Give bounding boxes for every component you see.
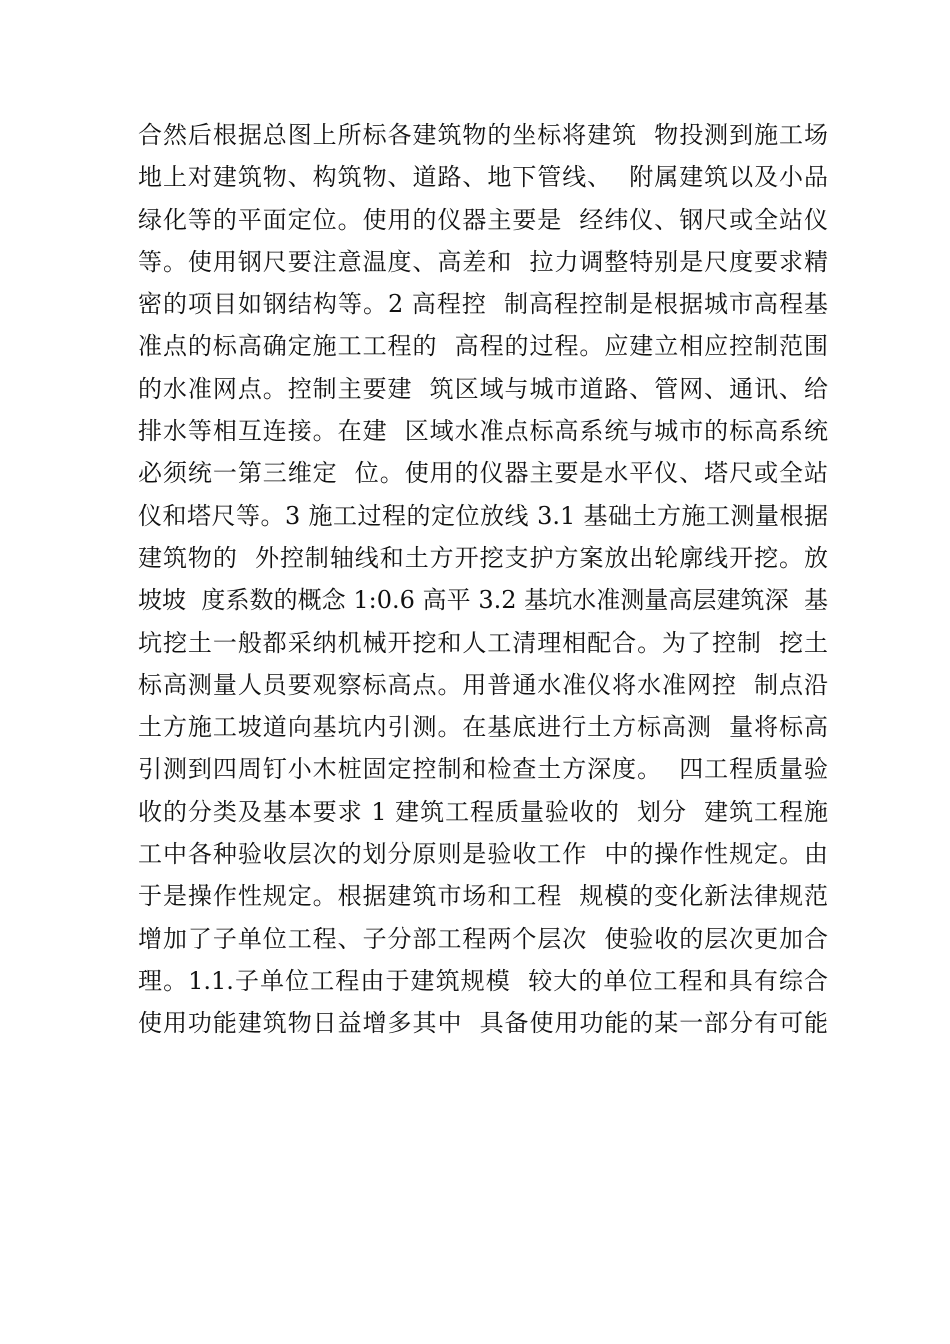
text-line: 等。使用钢尺要注意温度、高差和 拉力调整特别是尺度要求精	[138, 247, 828, 276]
text-line: 准点的标高确定施工工程的 高程的过程。应建立相应控制范围	[138, 332, 828, 361]
text-line: 引测到四周钉小木桩固定控制和检查土方深度。 四工程质量验	[138, 755, 828, 784]
text-line: 绿化等的平面定位。使用的仪器主要是 经纬仪、钢尺或全站仪	[138, 205, 828, 234]
text-line: 必须统一第三维定 位。使用的仪器主要是水平仪、塔尺或全站	[138, 459, 828, 488]
text-line: 使用功能建筑物日益增多其中 具备使用功能的某一部分有可能	[138, 1009, 828, 1038]
text-line: 理。1.1.子单位工程由于建筑规模 较大的单位工程和具有综合	[138, 966, 828, 995]
text-line: 于是操作性规定。根据建筑市场和工程 规模的变化新法律规范	[138, 882, 828, 911]
body-text	[138, 114, 828, 1045]
text-line: 建筑物的 外控制轴线和土方开挖支护方案放出轮廓线开挖。放	[138, 543, 828, 572]
text-line: 坡坡 度系数的概念 1:0.6 高平 3.2 基坑水准测量高层建筑深 基	[138, 586, 828, 615]
text-line: 密的项目如钢结构等。2 高程控 制高程控制是根据城市高程基	[138, 290, 828, 319]
text-line: 增加了子单位工程、子分部工程两个层次 使验收的层次更加合	[138, 924, 828, 953]
text-line: 工中各种验收层次的划分原则是验收工作 中的操作性规定。由	[138, 840, 828, 869]
text-line: 地上对建筑物、构筑物、道路、地下管线、 附属建筑以及小品	[138, 163, 828, 192]
text-line: 土方施工坡道向基坑内引测。在基底进行土方标高测 量将标高	[138, 713, 828, 742]
text-line: 收的分类及基本要求 1 建筑工程质量验收的 划分 建筑工程施	[138, 797, 828, 826]
text-line: 排水等相互连接。在建 区域水准点标高系统与城市的标高系统	[138, 417, 828, 446]
text-line: 坑挖土一般都采纳机械开挖和人工清理相配合。为了控制 挖土	[138, 628, 828, 657]
text-line: 标高测量人员要观察标高点。用普通水准仪将水准网控 制点沿	[138, 670, 828, 699]
text-line: 的水准网点。控制主要建 筑区域与城市道路、管网、通讯、给	[138, 374, 828, 403]
text-line: 合然后根据总图上所标各建筑物的坐标将建筑 物投测到施工场	[138, 121, 828, 149]
text-line: 仪和塔尺等。3 施工过程的定位放线 3.1 基础土方施工测量根据	[138, 501, 828, 530]
